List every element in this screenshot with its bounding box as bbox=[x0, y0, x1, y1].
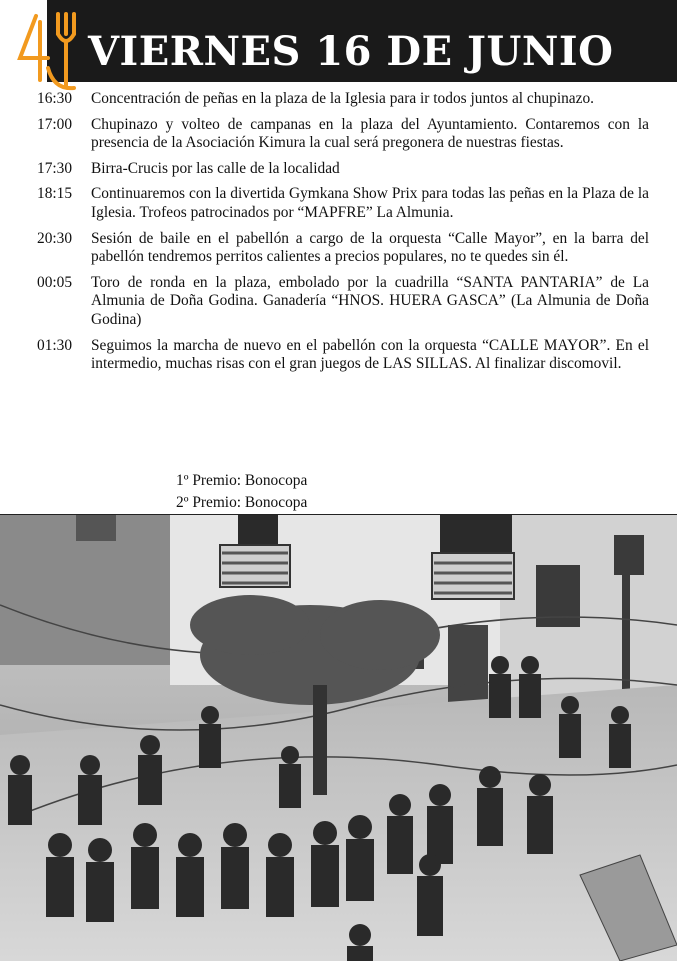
schedule-entry bbox=[37, 274, 649, 330]
page-title: VIERNES 16 DE JUNIO bbox=[88, 28, 614, 75]
entry-time: 01:30 bbox=[37, 336, 73, 354]
schedule-entry bbox=[37, 185, 649, 222]
entry-time: 16:30 bbox=[37, 90, 73, 107]
entry-description: Chupinazo y volteo de campanas en la plaza del Ayuntamiento. Contaremos con la presencia de la Asociación Kimura la cual será pregonera de nuestras fiestas. bbox=[91, 115, 649, 152]
schedule-entry bbox=[37, 230, 649, 267]
entry-time: 00:05 bbox=[37, 273, 73, 291]
schedule-list bbox=[37, 90, 649, 381]
entry-time: 18:15 bbox=[37, 185, 73, 203]
entry-description: Concentración de peñas en la plaza de la Iglesia para ir todos juntos al chupinazo. bbox=[91, 90, 594, 107]
entry-description: Seguimos la marcha de nuevo en el pabellón con la orquesta “CALLE MAYOR”. En el intermedio, muchas risas con el gran juegos de LAS SILLAS. Al finalizar discomovil. bbox=[91, 336, 649, 373]
entry-description: Sesión de baile en el pabellón a cargo de la orquesta “Calle Mayor”, en la barra del pabellón tendremos perritos calientes a precios populares, no te quedes sin él. bbox=[91, 229, 649, 266]
schedule-entry bbox=[37, 116, 649, 153]
prize-item: 1º Premio: Bonocopa bbox=[176, 472, 308, 489]
schedule-entry bbox=[37, 337, 649, 374]
entry-description: Birra-Crucis por las calle de la localidad bbox=[91, 159, 340, 177]
entry-time: 20:30 bbox=[37, 229, 73, 247]
entry-time: 17:30 bbox=[37, 159, 73, 177]
entry-description: Toro de ronda en la plaza, embolado por la cuadrilla “SANTA PANTARIA” de La Almunia de Doña Godina. Ganadería “HNOS. HUERA GASCA” (La Almunia de Doña Godina) bbox=[91, 273, 649, 328]
schedule-entry bbox=[37, 90, 649, 109]
fork-knife-logo-icon bbox=[14, 8, 88, 94]
prize-item: 2º Premio: Bonocopa bbox=[176, 494, 308, 511]
entry-description: Continuaremos con la divertida Gymkana Show Prix para todas las peñas en la Plaza de la Iglesia. Trofeos patrocinados por “MAPFRE” La Almunia. bbox=[91, 185, 649, 221]
entry-time: 17:00 bbox=[37, 115, 73, 133]
festival-crowd-photo bbox=[0, 514, 677, 961]
prize-list bbox=[176, 470, 307, 514]
schedule-entry bbox=[37, 160, 649, 179]
